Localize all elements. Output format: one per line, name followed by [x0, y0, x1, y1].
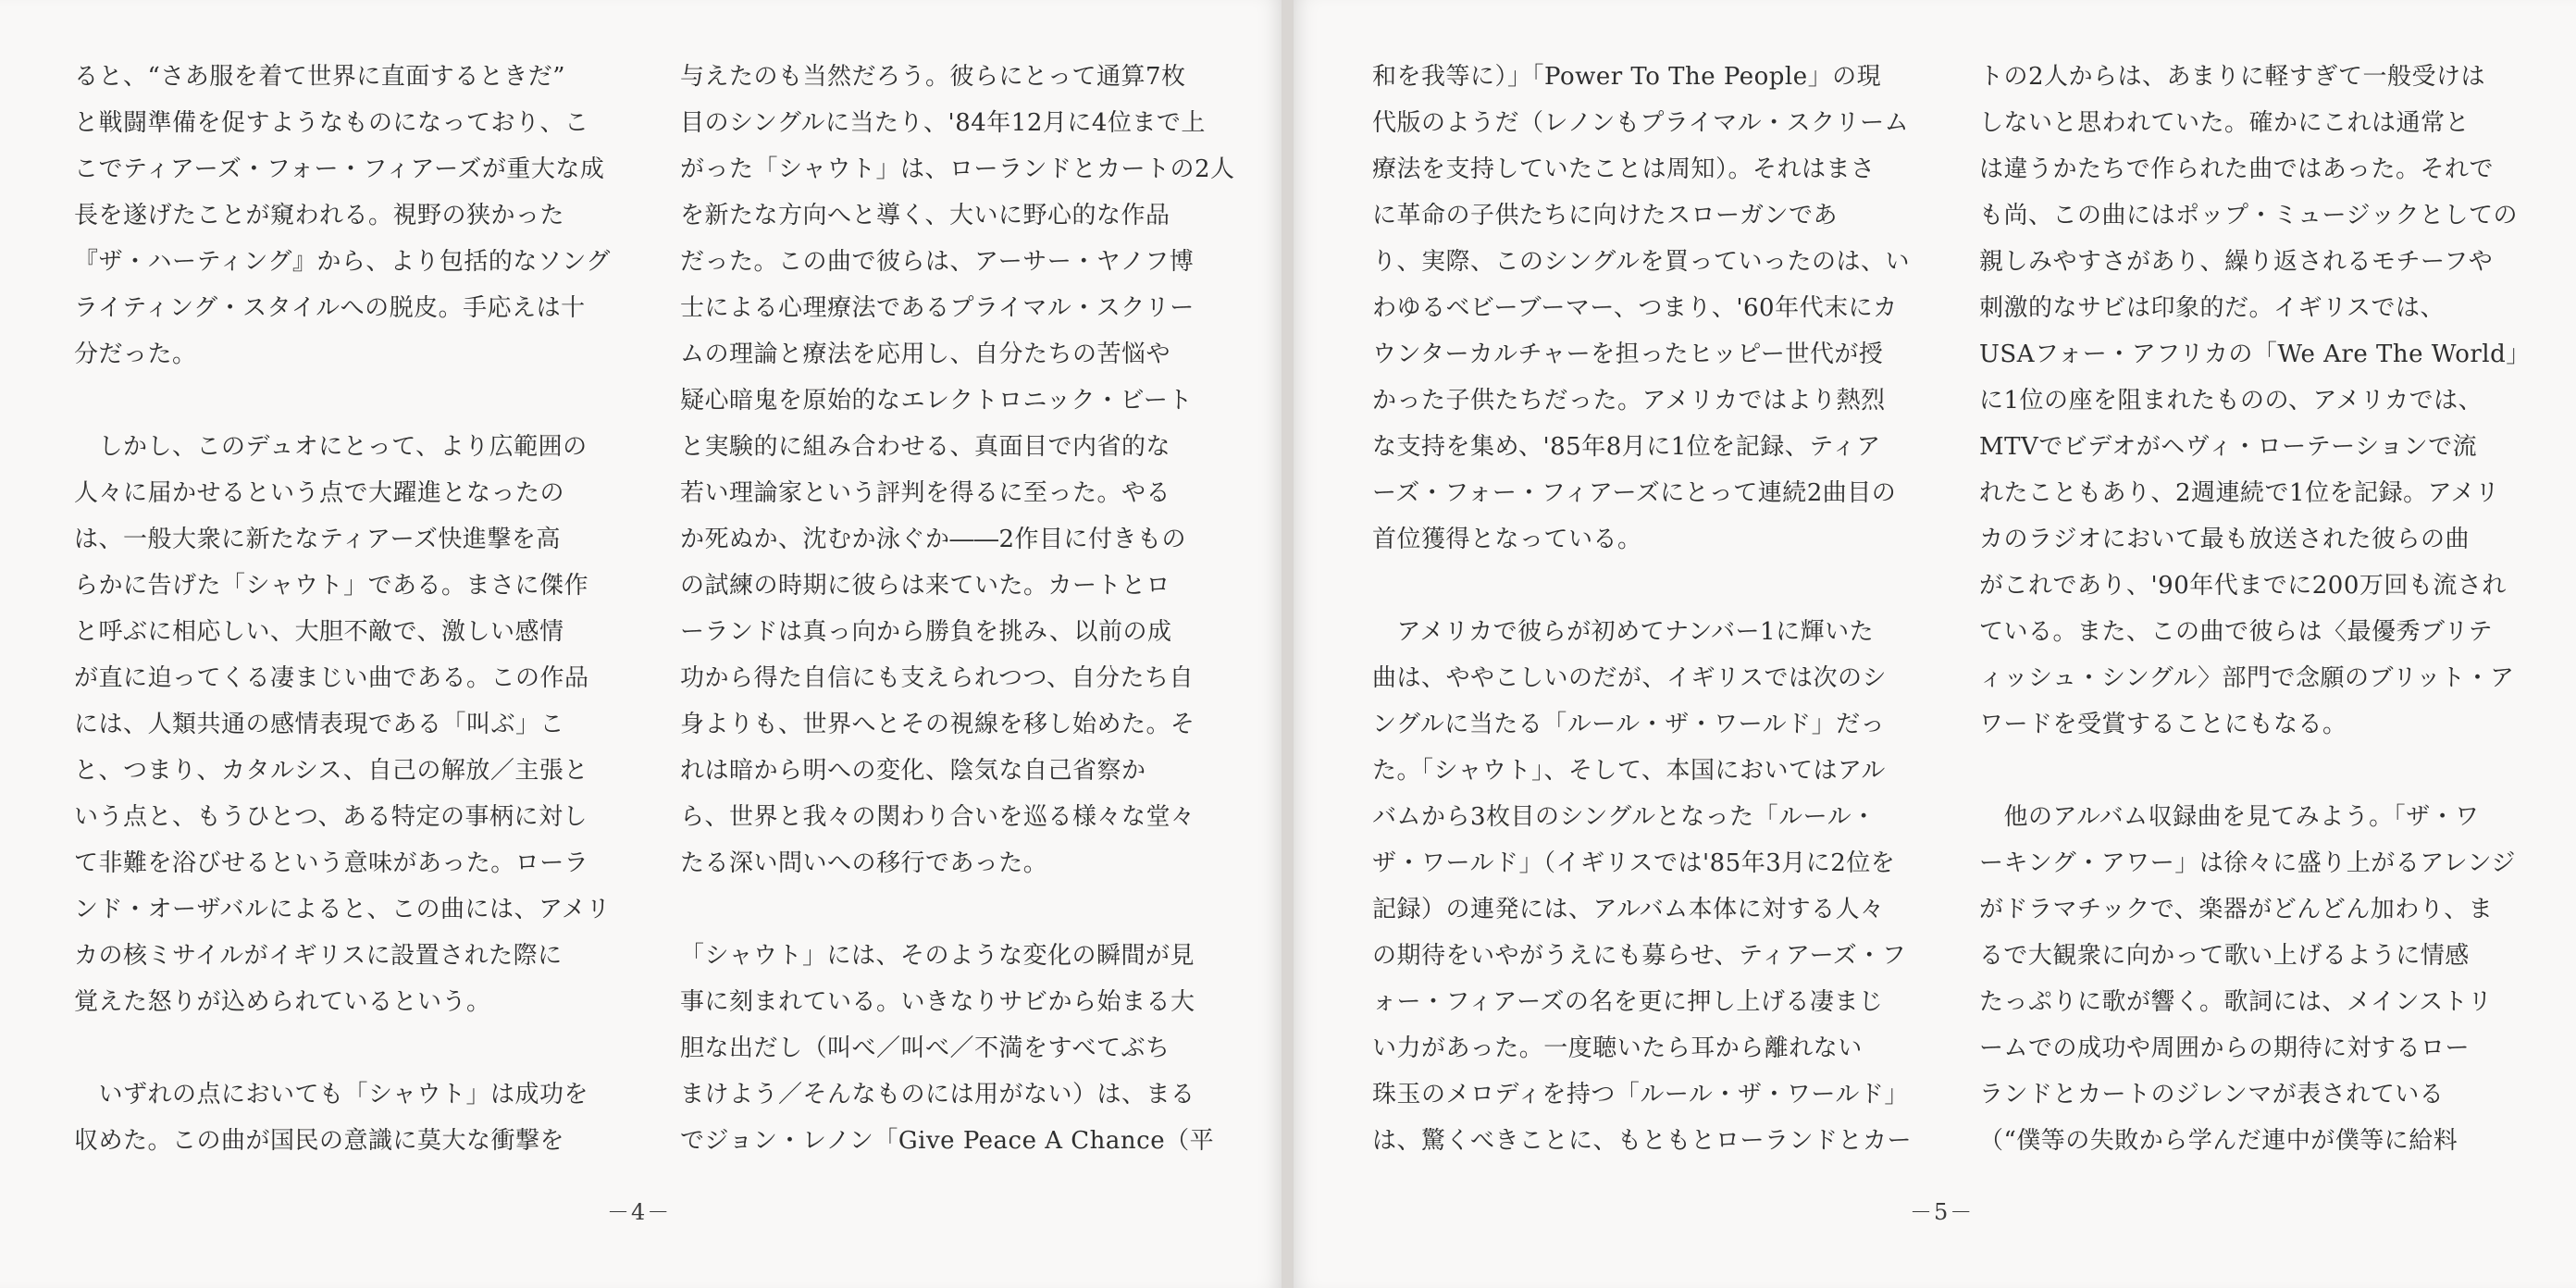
page-number-right: －5－ [1910, 1199, 1975, 1225]
text-line: 分だった。 [74, 341, 197, 368]
text-line: 首位獲得となっている。 [1372, 526, 1642, 553]
text-line: 和を我等に）」「Power To The People」の現 [1372, 63, 1882, 91]
text-line: 身よりも、世界へとその視線を移し始めた。そ [680, 711, 1195, 738]
page-number-left: －4－ [607, 1199, 672, 1225]
text-line: 目のシングルに当たり、'84年12月に4位まで上 [680, 109, 1206, 137]
text-line: ら、世界と我々の関わり合いを巡る様々な堂々 [680, 803, 1195, 831]
text-line: の期待をいやがうえにも募らせ、ティアーズ・フ [1372, 942, 1907, 970]
paragraph-break [680, 886, 1209, 933]
text-line: と戦闘準備を促すようなものになっており、こ [74, 109, 589, 137]
text-line: ーランドは真っ向から勝負を挑み、以前の成 [680, 618, 1172, 646]
text-line: 与えたのも当然だろう。彼らにとって通算7枚 [680, 63, 1186, 91]
text-line: ーキング・アワー」は徐々に盛り上がるアレンジ [1979, 849, 2516, 877]
text-line: ーズ・フォー・フィアーズにとって連続2曲目の [1372, 479, 1897, 507]
text-line: 親しみやすさがあり、繰り返されるモチーフや [1979, 248, 2494, 276]
text-line: 曲は、ややこしいのだが、イギリスでは次のシ [1372, 664, 1887, 692]
text-line: たっぷりに歌が響く。歌詞には、メインストリ [1979, 988, 2493, 1016]
text-line: と、つまり、カタルシス、自己の解放／主張と [74, 757, 588, 785]
left-page-column-1 [74, 54, 611, 1164]
text-line: れたこともあり、2週連続で1位を記録。アメリ [1979, 479, 2500, 507]
text-line: だった。この曲で彼らは、アーサー・ヤノフ博 [680, 248, 1195, 276]
left-page-column-2 [680, 54, 1235, 1164]
text-line: バムから3枚目のシングルとなった「ルール・ [1372, 803, 1876, 831]
text-line: 覚えた怒りが込められているという。 [74, 988, 491, 1016]
text-line: に革命の子供たちに向けたスローガンであ [1372, 202, 1838, 229]
left-page [0, 0, 1282, 1288]
text-line: USAフォー・アフリカの「We Are The World」 [1979, 341, 2531, 368]
text-line: と実験的に組み合わせる、真面目で内省的な [680, 433, 1171, 461]
text-line: がった「シャウト」は、ローランドとカートの2人 [680, 155, 1235, 183]
text-line: ザ・ワールド」（イギリスでは'85年3月に2位を [1372, 849, 1896, 877]
text-line: たる深い問いへの移行であった。 [680, 849, 1048, 877]
text-line: た。「シャウト」、そして、本国においてはアル [1372, 757, 1886, 785]
text-line: ィッシュ・シングル〉部門で念願のブリット・ア [1979, 664, 2515, 692]
text-line: かった子供たちだった。アメリカではより熱烈 [1372, 387, 1886, 415]
text-line: が直に迫ってくる凄まじい曲である。この作品 [74, 664, 589, 692]
paragraph-break [74, 378, 603, 424]
text-line: ている。また、この曲で彼らは〈最優秀ブリテ [1979, 618, 2493, 646]
text-line: アメリカで彼らが初めてナンバー1に輝いた [1372, 618, 1875, 646]
text-line: ンド・オーザバルによると、この曲には、アメリ [74, 896, 611, 923]
text-line: も尚、この曲にはポップ・ミュージックとしての [1979, 202, 2518, 229]
text-line: 『ザ・ハーティング』から、より包括的なソング [74, 248, 611, 276]
text-line: 長を遂げたことが窺われる。視野の狭かった [74, 202, 565, 229]
text-line: な支持を集め、'85年8月に1位を記録、ティア [1372, 433, 1881, 461]
text-line: 疑心暗鬼を原始的なエレクトロニック・ビート [680, 387, 1193, 415]
text-line: まけよう／そんなものには用がない）は、まる [680, 1081, 1195, 1108]
right-page-column-1 [1372, 54, 1913, 1164]
text-line: て非難を浴びせるという意味があった。ローラ [74, 849, 589, 877]
text-line: 刺激的なサビは印象的だ。イギリスでは、 [1979, 294, 2445, 322]
paragraph-break [1979, 748, 2508, 794]
text-line: 事に刻まれている。いきなりサビから始まる大 [680, 988, 1195, 1016]
text-line: は、一般大衆に新たなティアーズ快進撃を高 [74, 526, 561, 553]
text-line: しかし、このデュオにとって、より広範囲の [74, 433, 588, 461]
text-line: いう点と、もうひとつ、ある特定の事柄に対し [74, 803, 588, 831]
text-line: トの2人からは、あまりに軽すぎて一般受けは [1979, 63, 2486, 91]
text-line: 若い理論家という評判を得るに至った。やる [680, 479, 1171, 507]
text-line: ワードを受賞することにもなる。 [1979, 711, 2347, 738]
text-line: 代版のようだ（レノンもプライマル・スクリーム [1372, 109, 1910, 137]
text-line: カの核ミサイルがイギリスに設置された際に [74, 942, 563, 970]
text-line: の試練の時期に彼らは来ていた。カートとロ [680, 572, 1171, 600]
text-line: るで大観衆に向かって歌い上げるように情感 [1979, 942, 2470, 970]
text-line: しないと思われていた。確かにこれは通常と [1979, 109, 2471, 137]
right-page [1294, 0, 2576, 1288]
text-line: カのラジオにおいて最も放送された彼らの曲 [1979, 526, 2471, 553]
text-line: ランドとカートのジレンマが表されている [1979, 1081, 2445, 1108]
text-line: いずれの点においても「シャウト」は成功を [74, 1081, 588, 1108]
text-line: ウンターカルチャーを担ったヒッピー世代が授 [1372, 341, 1884, 368]
text-line: り、実際、このシングルを買っていったのは、い [1372, 248, 1911, 276]
text-line: らかに告げた「シャウト」である。まさに傑作 [74, 572, 588, 600]
text-line: （“僕等の失敗から学んだ連中が僕等に給料 [1979, 1127, 2458, 1155]
text-line: か死ぬか、沈むか泳ぐか――2作目に付きもの [680, 526, 1187, 553]
text-line: ォー・フィアーズの名を更に押し上げる凄まじ [1372, 988, 1884, 1016]
paragraph-break [74, 1025, 603, 1071]
text-line: がドラマチックで、楽器がどんどん加わり、ま [1979, 896, 2494, 923]
text-line: 療法を支持していたことは周知）。それはまさ [1372, 155, 1876, 183]
text-line: は、驚くべきことに、もともとローランドとカー [1372, 1127, 1913, 1155]
text-line: 珠玉のメロディを持つ「ルール・ザ・ワールド」 [1372, 1081, 1909, 1108]
text-line: ムの理論と療法を応用し、自分たちの苦悩や [680, 341, 1171, 368]
book-gutter [1282, 0, 1294, 1288]
text-line: を新たな方向へと導く、大いに野心的な作品 [680, 202, 1170, 229]
text-line: わゆるベビーブーマー、つまり、'60年代末にカ [1372, 294, 1898, 322]
text-line: 功から得た自信にも支えられつつ、自分たち自 [680, 664, 1194, 692]
text-line: ライティング・スタイルへの脱皮。手応えは十 [74, 294, 586, 322]
text-line: い力があった。一度聴いたら耳から離れない [1372, 1034, 1863, 1062]
text-line: と呼ぶに相応しい、大胆不敵で、激しい感情 [74, 618, 564, 646]
text-line: に1位の座を阻まれたものの、アメリカでは、 [1979, 387, 2483, 415]
right-page-column-2 [1979, 54, 2531, 1164]
paragraph-break [1372, 563, 1901, 609]
text-line: 収めた。この曲が国民の意識に莫大な衝撃を [74, 1127, 565, 1155]
text-line: には、人類共通の感情表現である「叫ぶ」こ [74, 711, 565, 738]
text-line: 記録）の連発には、アルバム本体に対する人々 [1372, 896, 1885, 923]
text-line: 他のアルバム収録曲を見てみよう。「ザ・ワ [1979, 803, 2480, 831]
text-line: 「シャウト」には、そのような変化の瞬間が見 [680, 942, 1195, 970]
text-line: がこれであり、'90年代までに200万回も流され [1979, 572, 2507, 600]
text-line: MTVでビデオがヘヴィ・ローテーションで流 [1979, 433, 2478, 461]
text-line: 胆な出だし（叫べ／叫べ／不満をすべてぶち [680, 1034, 1170, 1062]
text-line: は違うかたちで作られた曲ではあった。それで [1979, 155, 2494, 183]
text-line: 士による心理療法であるプライマル・スクリー [680, 294, 1195, 322]
text-line: こでティアーズ・フォー・フィアーズが重大な成 [74, 155, 605, 183]
text-line: 人々に届かせるという点で大躍進となったの [74, 479, 565, 507]
text-line: ームでの成功や周囲からの期待に対するロー [1979, 1034, 2471, 1062]
text-line: ると、“さあ服を着て世界に直面するときだ” [74, 63, 566, 91]
text-line: れは暗から明への変化、陰気な自己省察か [680, 757, 1146, 785]
text-line: ングルに当たる「ルール・ザ・ワールド」だっ [1372, 711, 1886, 738]
text-line: でジョン・レノン「Give Peace A Chance（平 [680, 1127, 1215, 1155]
